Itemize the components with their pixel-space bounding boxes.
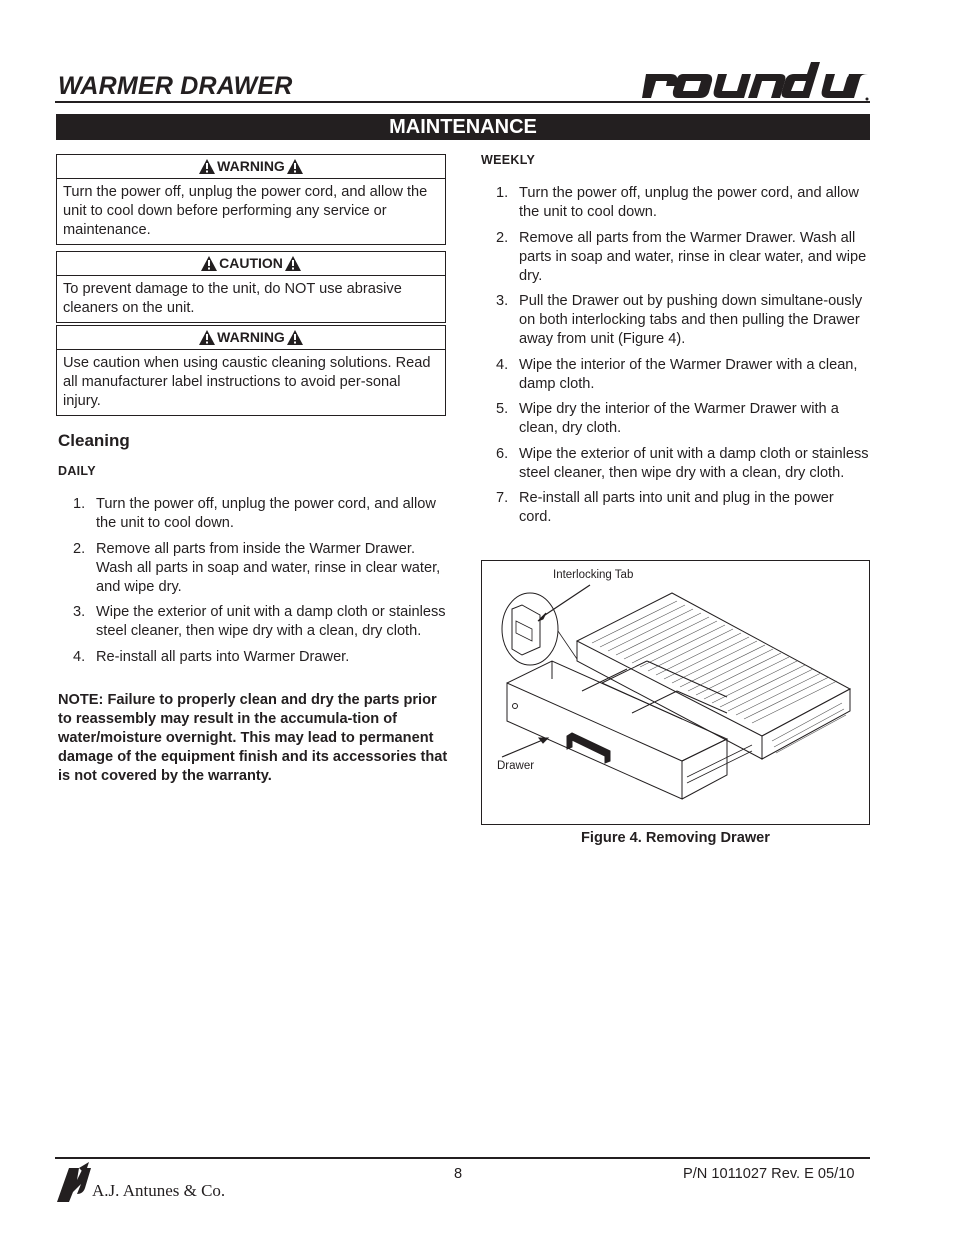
caution-box: [56, 251, 446, 323]
warning-box: [56, 325, 446, 416]
daily-steps: [57, 495, 447, 673]
list-item: 5. Wipe dry the interior of the Warmer Drawer with a clean, dry cloth.: [496, 401, 839, 436]
cleaning-heading: Cleaning: [58, 431, 130, 450]
list-item: 4. Wipe the interior of the Warmer Drawer with a clean, damp cloth.: [496, 356, 858, 392]
alert-label: WARNING: [217, 158, 285, 174]
figure-frame: [481, 560, 870, 825]
alert-header: [57, 326, 445, 350]
section-title: MAINTENANCE: [56, 114, 870, 140]
alert-label: WARNING: [217, 329, 285, 345]
footer-rule: [55, 1157, 870, 1159]
warning-box: [56, 154, 446, 245]
daily-label: DAILY: [58, 464, 96, 478]
company-name: A.J. Antunes & Co.: [92, 1181, 226, 1200]
alert-header: [57, 252, 445, 276]
drawer-illustration: [482, 561, 869, 824]
list-item: 4. Re-install all parts into Warmer Drawer.: [73, 648, 350, 665]
alert-label: CAUTION: [219, 255, 283, 271]
warning-triangle-icon: [287, 330, 303, 345]
warning-triangle-icon: [201, 256, 217, 271]
page-number: 8: [454, 1166, 463, 1182]
alert-text: Turn the power off, unplug the power cord, and allow the unit to cool down before performing any service or maintenance.: [63, 184, 428, 238]
weekly-steps: [480, 184, 870, 534]
alert-header: [57, 155, 445, 179]
warning-triangle-icon: [285, 256, 301, 271]
drawer-label: Drawer: [497, 760, 535, 772]
warning-triangle-icon: [199, 330, 215, 345]
part-number: P/N 1011027 Rev. E 05/10: [683, 1166, 855, 1182]
alert-text: To prevent damage to the unit, do NOT use abrasive cleaners on the unit.: [63, 281, 402, 316]
header-rule: [55, 101, 870, 103]
list-item: 6. Wipe the exterior of unit with a damp cloth or stainless steel cleaner, then wipe dry with a clean, dry cloth.: [496, 445, 869, 481]
warning-triangle-icon: [199, 159, 215, 174]
list-item: 1. Turn the power off, unplug the power cord, and allow the unit to cool down.: [73, 496, 436, 531]
interlocking-tab-label: Interlocking Tab: [553, 569, 634, 581]
list-item: 1. Turn the power off, unplug the power cord, and allow the unit to cool down.: [496, 185, 859, 220]
list-item: 2. Remove all parts from inside the Warmer Drawer. Wash all parts in soap and water, rinse in clear water, and wipe dry.: [73, 540, 441, 595]
roundup-logo: [640, 56, 872, 102]
list-item: 3. Pull the Drawer out by pushing down simultane-ously on both interlocking tabs and then pulling the Drawer away from unit (Figure 4).: [496, 293, 863, 347]
list-item: 3. Wipe the exterior of unit with a damp cloth or stainless steel cleaner, then wipe dry with a clean, dry cloth.: [73, 604, 446, 639]
figure-caption: Figure 4. Removing Drawer: [581, 830, 770, 846]
weekly-label: WEEKLY: [481, 153, 536, 167]
list-item: 2. Remove all parts from the Warmer Drawer. Wash all parts in soap and water, rinse in clear water, and wipe dry.: [496, 229, 867, 284]
warning-triangle-icon: [287, 159, 303, 174]
list-item: 7. Re-install all parts into unit and plug in the power cord.: [496, 490, 834, 525]
note-text: NOTE: Failure to properly clean and dry the parts prior to reassembly may result in the accumula-tion of water/moisture overnight. This may lead to permanent damage of the equipment finish and its accessories that is not covered by the warranty.: [58, 692, 448, 784]
document-title: WARMER DRAWER: [58, 72, 293, 100]
alert-text: Use caution when using caustic cleaning solutions. Read all manufacturer label instructions to avoid per-sonal injury.: [63, 355, 431, 409]
